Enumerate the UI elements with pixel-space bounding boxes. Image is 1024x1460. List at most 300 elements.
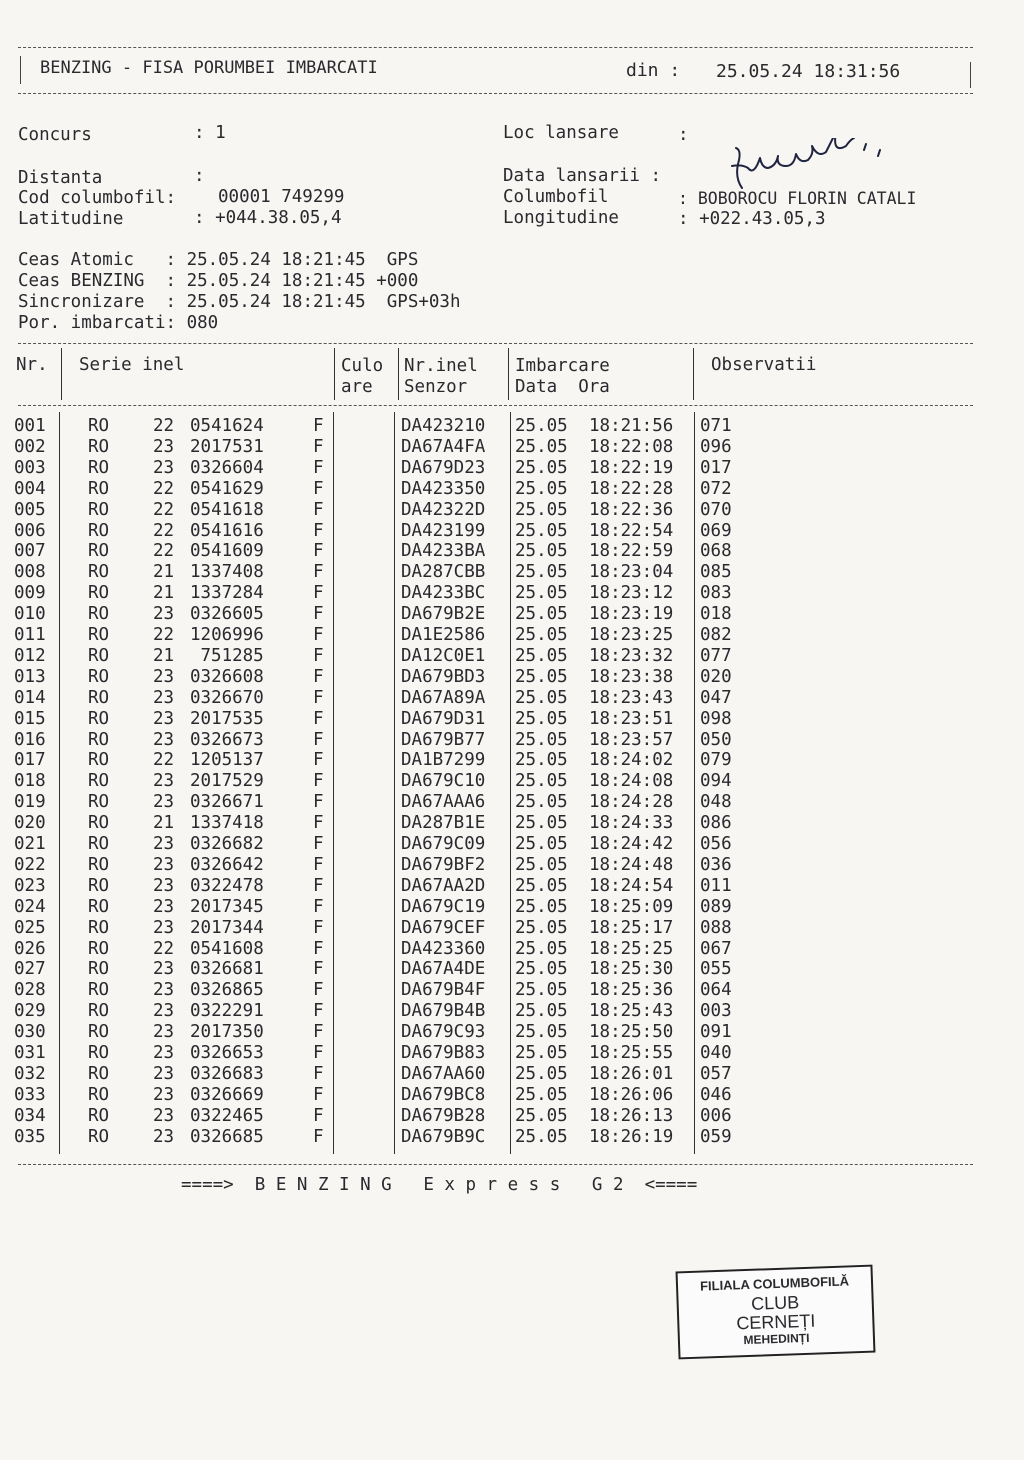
longitudine-label: Longitudine [503,208,619,228]
table-row [0,458,1024,479]
country-code: RO [88,729,110,750]
country-code: RO [88,938,110,959]
embark-time: 18:25:30 [589,959,674,980]
sensor-ring-id: DA679C19 [401,896,486,917]
pigeon-sex: F [313,499,324,520]
embark-date: 25.05 [515,687,568,708]
ring-year: 23 [153,1084,175,1105]
embark-date: 25.05 [515,980,568,1001]
table-row [0,918,1024,939]
country-code: RO [88,959,110,980]
ring-year: 21 [153,813,175,834]
country-code: RO [88,834,110,854]
pigeon-sex: F [313,416,324,436]
table-row [0,416,1024,437]
stamp-line-1: FILIALA COLUMBOFILĂ [699,1273,850,1294]
table-row [0,1085,1024,1106]
pigeon-sex: F [313,1022,324,1043]
col-divider-header-5 [693,348,694,400]
country-code: RO [88,771,110,792]
embark-time: 18:22:19 [589,457,674,478]
country-code: RO [88,854,110,875]
embark-time: 18:24:02 [589,750,674,771]
header-top-rule [18,47,973,48]
row-number: 028 [14,980,46,1001]
sensor-ring-id: DA679B9C [401,1126,486,1147]
sensor-ring-id: DA4233BC [401,583,486,604]
ring-year: 23 [153,1022,175,1043]
stamp-line-4: MEHEDINȚI [743,1330,810,1348]
sensor-ring-id: DA679BC8 [401,1084,486,1105]
observation: 094 [700,771,732,792]
ring-year: 22 [153,541,175,562]
col-divider-header-3 [398,348,399,400]
observation: 091 [700,1022,732,1043]
row-number: 002 [14,436,46,457]
embark-time: 18:25:50 [589,1022,674,1043]
pigeon-sex: F [313,478,324,499]
observation: 011 [700,875,732,896]
loc-lansare-value: : [678,125,689,145]
row-number: 026 [14,938,46,959]
observation: 077 [700,645,732,666]
embark-time: 18:24:33 [589,813,674,834]
pigeon-sex: F [313,980,324,1001]
ring-number: 0326673 [190,729,264,750]
row-number: 019 [14,792,46,813]
observation: 082 [700,625,732,645]
row-number: 009 [14,583,46,604]
stamp-line-2: CLUB [750,1292,800,1314]
row-number: 021 [14,834,46,854]
row-number: 007 [14,541,46,562]
row-number: 017 [14,750,46,771]
table-row [0,959,1024,980]
pigeon-sex: F [313,604,324,625]
observation: 079 [700,750,732,771]
table-row [0,897,1024,918]
pigeon-sex: F [313,645,324,666]
sincronizare-line: Sincronizare : 25.05.24 18:21:45 GPS+03h [18,292,461,312]
ring-year: 23 [153,834,175,854]
table-row [0,834,1024,855]
sensor-ring-id: DA67A4DE [401,959,486,980]
ring-number: 2017344 [190,917,264,938]
pigeon-sex: F [313,813,324,834]
country-code: RO [88,813,110,834]
ring-number: 0326683 [190,1063,264,1084]
sensor-ring-id: DA4233BA [401,541,486,562]
country-code: RO [88,625,110,645]
ring-number: 2017535 [190,708,264,729]
ring-number: 1337408 [190,562,264,583]
ring-year: 23 [153,708,175,729]
embark-date: 25.05 [515,457,568,478]
row-number: 012 [14,645,46,666]
table-row [0,437,1024,458]
row-number: 018 [14,771,46,792]
table-row [0,500,1024,521]
pigeon-sex: F [313,583,324,604]
sensor-ring-id: DA423350 [401,478,486,499]
pigeon-sex: F [313,708,324,729]
observation: 047 [700,687,732,708]
ring-number: 0326669 [190,1084,264,1105]
observation: 085 [700,562,732,583]
embark-time: 18:21:56 [589,416,674,436]
pigeon-sex: F [313,1063,324,1084]
sensor-ring-id: DA679B28 [401,1105,486,1126]
country-code: RO [88,499,110,520]
ring-year: 23 [153,854,175,875]
country-code: RO [88,478,110,499]
ring-number: 2017350 [190,1022,264,1043]
pigeon-sex: F [313,1043,324,1063]
embark-time: 18:23:32 [589,645,674,666]
data-lansarii-label: Data lansarii : [503,166,662,186]
observation: 050 [700,729,732,750]
embark-time: 18:23:25 [589,625,674,645]
observation: 020 [700,666,732,687]
sensor-ring-id: DA1E2586 [401,625,486,645]
table-row [0,521,1024,542]
stamp-line-3: CERNEȚI [736,1310,816,1334]
embark-date: 25.05 [515,896,568,917]
table-row [0,604,1024,625]
embark-date: 25.05 [515,834,568,854]
embark-date: 25.05 [515,813,568,834]
sensor-ring-id: DA12C0E1 [401,645,486,666]
embark-time: 18:25:09 [589,896,674,917]
sensor-ring-id: DA67A4FA [401,436,486,457]
pigeon-sex: F [313,541,324,562]
country-code: RO [88,687,110,708]
observation: 017 [700,457,732,478]
sensor-ring-id: DA423360 [401,938,486,959]
embark-time: 18:24:54 [589,875,674,896]
ring-year: 23 [153,792,175,813]
embark-time: 18:22:54 [589,520,674,541]
ring-year: 22 [153,625,175,645]
row-number: 031 [14,1043,46,1063]
ring-year: 22 [153,499,175,520]
sensor-ring-id: DA679D31 [401,708,486,729]
sensor-ring-id: DA67AA60 [401,1063,486,1084]
ring-year: 23 [153,1063,175,1084]
table-row [0,1064,1024,1085]
footer-brand: ====> B E N Z I N G E x p r e s s G 2 <==== [181,1175,698,1195]
sensor-ring-id: DA679C93 [401,1022,486,1043]
embark-date: 25.05 [515,520,568,541]
observation: 089 [700,896,732,917]
ring-year: 21 [153,562,175,583]
table-row [0,1022,1024,1043]
ring-year: 23 [153,875,175,896]
observation: 083 [700,583,732,604]
embark-date: 25.05 [515,1022,568,1043]
country-code: RO [88,1001,110,1022]
row-number: 034 [14,1105,46,1126]
observation: 057 [700,1063,732,1084]
embark-date: 25.05 [515,917,568,938]
sensor-ring-id: DA287B1E [401,813,486,834]
table-row [0,813,1024,834]
ring-number: 1337418 [190,813,264,834]
pigeon-sex: F [313,750,324,771]
embark-time: 18:23:57 [589,729,674,750]
col-header-nrinel-2: Senzor [404,377,468,397]
ring-year: 23 [153,1105,175,1126]
row-number: 005 [14,499,46,520]
table-row [0,771,1024,792]
observation: 048 [700,792,732,813]
country-code: RO [88,1084,110,1105]
observation: 096 [700,436,732,457]
ring-year: 21 [153,645,175,666]
longitudine-value: : +022.43.05,3 [678,209,826,229]
country-code: RO [88,980,110,1001]
country-code: RO [88,666,110,687]
pigeon-sex: F [313,436,324,457]
ring-number: 0326685 [190,1126,264,1147]
table-row [0,792,1024,813]
ring-year: 23 [153,1001,175,1022]
observation: 003 [700,1001,732,1022]
col-header-culoare-1: Culo [341,356,384,376]
document-title: BENZING - FISA PORUMBEI IMBARCATI [40,58,378,78]
pigeon-sex: F [313,520,324,541]
ring-number: 0541624 [190,416,264,436]
distanta-value: : [194,166,205,186]
pigeon-sex: F [313,917,324,938]
club-stamp [676,1265,876,1360]
sensor-ring-id: DA679B77 [401,729,486,750]
country-code: RO [88,708,110,729]
ring-number: 0326865 [190,980,264,1001]
sensor-ring-id: DA679CEF [401,917,486,938]
ring-number: 0326681 [190,959,264,980]
ring-year: 22 [153,416,175,436]
pigeon-sex: F [313,1105,324,1126]
embark-time: 18:23:43 [589,687,674,708]
din-label: din : [626,60,681,81]
sensor-ring-id: DA423210 [401,416,486,436]
table-row [0,1106,1024,1127]
table-row [0,980,1024,1001]
embark-time: 18:23:04 [589,562,674,583]
table-header-rule [18,405,973,406]
row-number: 023 [14,875,46,896]
observation: 056 [700,834,732,854]
ring-year: 23 [153,666,175,687]
country-code: RO [88,1126,110,1147]
embark-time: 18:26:13 [589,1105,674,1126]
concurs-value: : 1 [194,123,226,143]
col-divider-header-4 [508,348,509,400]
pigeon-sex: F [313,834,324,854]
country-code: RO [88,436,110,457]
ring-number: 0326605 [190,604,264,625]
embark-time: 18:22:59 [589,541,674,562]
sensor-ring-id: DA67A89A [401,687,486,708]
handwritten-note [728,138,888,202]
table-row [0,646,1024,667]
embark-date: 25.05 [515,708,568,729]
row-number: 025 [14,917,46,938]
country-code: RO [88,541,110,562]
ring-number: 2017345 [190,896,264,917]
pigeon-sex: F [313,625,324,645]
sensor-ring-id: DA679C09 [401,834,486,854]
ring-year: 23 [153,457,175,478]
table-row [0,479,1024,500]
latitudine-label: Latitudine [18,209,124,229]
row-number: 030 [14,1022,46,1043]
ring-year: 23 [153,729,175,750]
table-row [0,939,1024,960]
embark-date: 25.05 [515,771,568,792]
ring-number: 0326608 [190,666,264,687]
row-number: 011 [14,625,46,645]
row-number: 027 [14,959,46,980]
embark-date: 25.05 [515,875,568,896]
ring-number: 2017529 [190,771,264,792]
row-number: 035 [14,1126,46,1147]
row-number: 032 [14,1063,46,1084]
col-header-nr: Nr. [16,355,48,375]
col-header-nrinel-1: Nr.inel [404,356,478,376]
ceas-atomic-line: Ceas Atomic : 25.05.24 18:21:45 GPS [18,250,419,270]
embark-time: 18:24:28 [589,792,674,813]
embark-time: 18:26:01 [589,1063,674,1084]
embark-date: 25.05 [515,1043,568,1063]
embark-time: 18:26:19 [589,1126,674,1147]
ring-year: 23 [153,980,175,1001]
pigeon-sex: F [313,1001,324,1022]
pigeon-sex: F [313,666,324,687]
embark-date: 25.05 [515,562,568,583]
pigeon-sex: F [313,771,324,792]
col-header-imbarcare-1: Imbarcare [515,356,610,376]
row-number: 020 [14,813,46,834]
col-header-serie: Serie inel [79,355,185,375]
embark-time: 18:25:17 [589,917,674,938]
embark-date: 25.05 [515,666,568,687]
pigeon-sex: F [313,854,324,875]
table-row [0,1043,1024,1064]
sensor-ring-id: DA423199 [401,520,486,541]
ring-number: 0326653 [190,1043,264,1063]
embark-date: 25.05 [515,854,568,875]
ring-number: 1205137 [190,750,264,771]
loc-lansare-label: Loc lansare [503,123,619,143]
embark-time: 18:23:19 [589,604,674,625]
embark-date: 25.05 [515,1063,568,1084]
ring-year: 23 [153,604,175,625]
country-code: RO [88,645,110,666]
ceas-benzing-line: Ceas BENZING : 25.05.24 18:21:45 +000 [18,271,419,291]
embark-time: 18:23:12 [589,583,674,604]
country-code: RO [88,562,110,583]
embark-date: 25.05 [515,1126,568,1147]
porumbei-imbarcati-line: Por. imbarcati: 080 [18,313,219,333]
col-header-imbarcare-2: Data Ora [515,377,610,397]
row-number: 022 [14,854,46,875]
pigeon-sex: F [313,938,324,959]
country-code: RO [88,457,110,478]
ring-number: 751285 [200,645,264,666]
observation: 068 [700,541,732,562]
embark-date: 25.05 [515,416,568,436]
table-row [0,730,1024,751]
ring-number: 0541616 [190,520,264,541]
table-top-rule [18,343,973,344]
concurs-label: Concurs [18,125,92,145]
observation: 098 [700,708,732,729]
observation: 072 [700,478,732,499]
embark-date: 25.05 [515,1105,568,1126]
embark-time: 18:24:48 [589,854,674,875]
row-number: 008 [14,562,46,583]
distanta-label: Distanta [18,168,103,188]
row-number: 029 [14,1001,46,1022]
country-code: RO [88,792,110,813]
embark-date: 25.05 [515,499,568,520]
ring-year: 23 [153,959,175,980]
country-code: RO [88,917,110,938]
embark-date: 25.05 [515,1084,568,1105]
ring-year: 23 [153,687,175,708]
country-code: RO [88,416,110,436]
ring-number: 0541618 [190,499,264,520]
ring-number: 0326671 [190,792,264,813]
col-divider-header-1 [61,348,62,400]
ring-number: 0326670 [190,687,264,708]
observation: 059 [700,1126,732,1147]
ring-year: 22 [153,478,175,499]
ring-year: 21 [153,583,175,604]
ring-year: 23 [153,771,175,792]
ring-year: 23 [153,1043,175,1063]
cod-columbofil-label: Cod columbofil: [18,188,177,208]
ring-number: 0326604 [190,457,264,478]
row-number: 003 [14,457,46,478]
table-row [0,709,1024,730]
embark-date: 25.05 [515,541,568,562]
country-code: RO [88,750,110,771]
sensor-ring-id: DA67AAA6 [401,792,486,813]
embark-date: 25.05 [515,604,568,625]
col-divider-header-2 [334,348,335,400]
row-number: 010 [14,604,46,625]
sensor-ring-id: DA679B4B [401,1001,486,1022]
ring-number: 0541608 [190,938,264,959]
ring-number: 1206996 [190,625,264,645]
table-row [0,1001,1024,1022]
pigeon-sex: F [313,729,324,750]
ring-year: 22 [153,750,175,771]
sensor-ring-id: DA42322D [401,499,486,520]
table-row [0,541,1024,562]
table-row [0,688,1024,709]
table-row [0,876,1024,897]
observation: 036 [700,854,732,875]
embark-time: 18:24:42 [589,834,674,854]
ring-number: 1337284 [190,583,264,604]
sensor-ring-id: DA679B2E [401,604,486,625]
ring-number: 0322465 [190,1105,264,1126]
embark-date: 25.05 [515,959,568,980]
